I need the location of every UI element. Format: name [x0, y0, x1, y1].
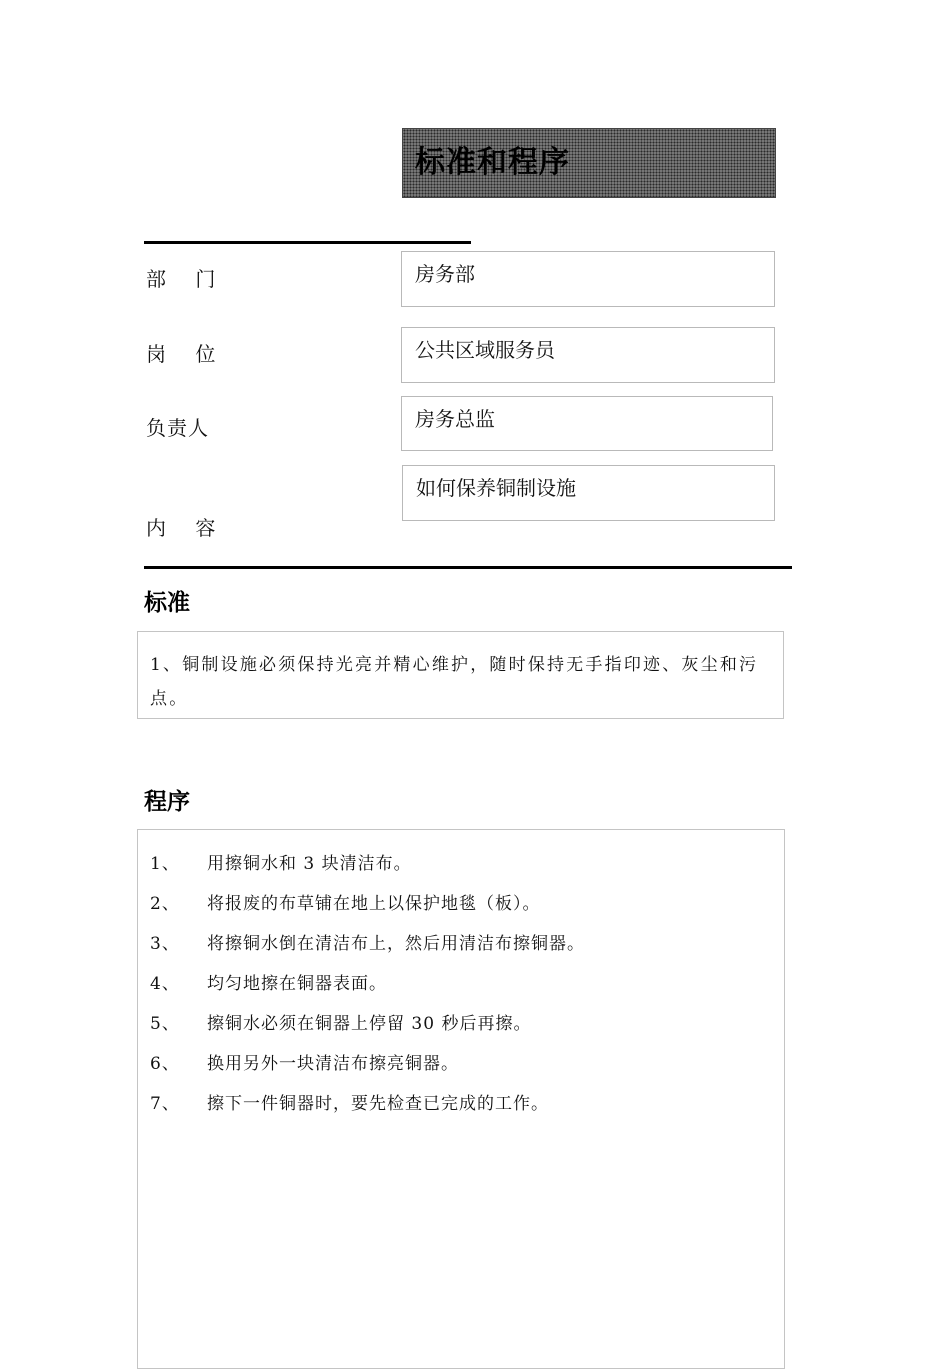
step-text: 用擦铜水和 3 块清洁布。: [207, 854, 412, 874]
owner-value: 房务总监: [415, 407, 495, 431]
content-label: 内 容: [146, 516, 217, 540]
procedure-step: [150, 1049, 459, 1074]
step-number: 4、: [150, 974, 180, 994]
step-text: 擦铜水必须在铜器上停留 30 秒后再擦。: [207, 1014, 532, 1034]
page-title: 标准和程序: [415, 145, 570, 180]
owner-field: [401, 396, 773, 451]
standard-heading: 标准: [144, 590, 190, 616]
position-field: [401, 327, 775, 383]
step-number: 1、: [150, 854, 180, 874]
department-label: 部 门: [146, 267, 217, 291]
procedure-step: [150, 1089, 549, 1114]
department-value: 房务部: [415, 262, 475, 286]
procedure-heading: 程序: [144, 789, 190, 815]
top-divider: [144, 241, 471, 244]
procedure-step: [150, 1009, 531, 1034]
step-number: 7、: [150, 1094, 180, 1114]
procedure-step: [150, 849, 412, 874]
content-value: 如何保养铜制设施: [416, 476, 576, 500]
step-number: 6、: [150, 1054, 180, 1074]
department-field: [401, 251, 775, 307]
position-label: 岗 位: [146, 342, 217, 366]
step-text: 均匀地擦在铜器表面。: [207, 974, 387, 994]
procedure-step: [150, 969, 387, 994]
section-divider: [144, 566, 792, 569]
procedure-box: [137, 829, 785, 1369]
step-text: 将报废的布草铺在地上以保护地毯（板）。: [207, 894, 541, 914]
content-field: [402, 465, 775, 521]
step-text: 换用另外一块清洁布擦亮铜器。: [207, 1054, 459, 1074]
step-text: 擦下一件铜器时，要先检查已完成的工作。: [207, 1094, 549, 1114]
standard-text: 1、铜制设施必须保持光亮并精心维护，随时保持无手指印迹、灰尘和污点。: [150, 655, 759, 709]
title-banner: [402, 128, 776, 198]
step-number: 3、: [150, 934, 180, 954]
step-number: 2、: [150, 894, 180, 914]
owner-label: 负责人: [146, 416, 209, 440]
procedure-step: [150, 889, 541, 914]
standard-box: [137, 631, 784, 719]
position-value: 公共区域服务员: [415, 338, 555, 362]
procedure-step: [150, 929, 585, 954]
step-text: 将擦铜水倒在清洁布上，然后用清洁布擦铜器。: [207, 934, 585, 954]
step-number: 5、: [150, 1014, 180, 1034]
